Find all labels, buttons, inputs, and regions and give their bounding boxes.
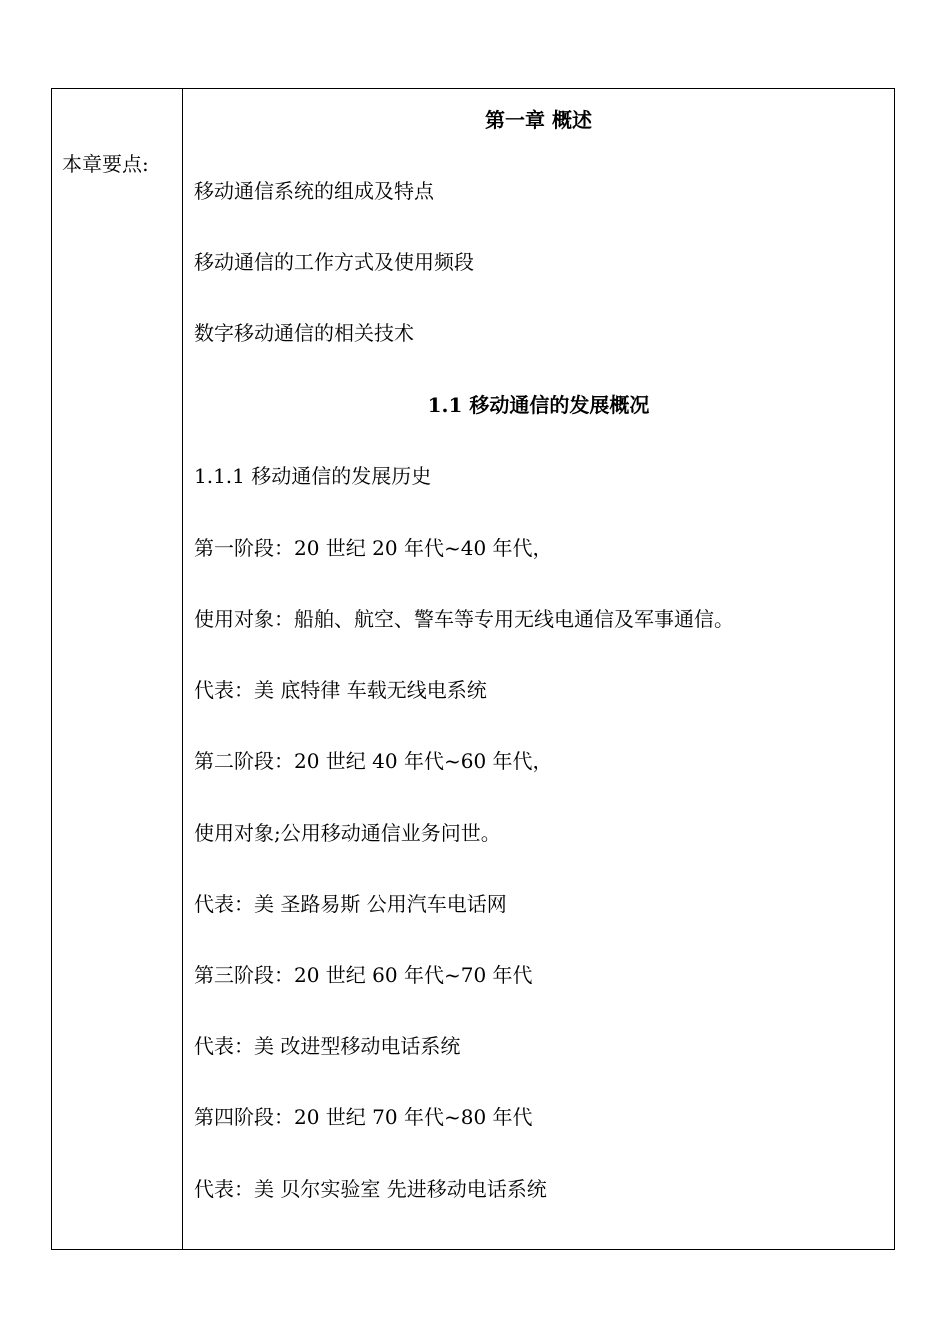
key-point-2: 移动通信的工作方式及使用频段 (194, 250, 474, 274)
chapter-title: 第一章 概述 (485, 108, 592, 132)
key-points-label: 本章要点: (62, 152, 149, 176)
key-point-1: 移动通信系统的组成及特点 (194, 179, 434, 203)
history-line-8: 代表：美 改进型移动电话系统 (194, 1034, 461, 1058)
history-line-5: 使用对象;公用移动通信业务问世。 (194, 821, 501, 845)
key-point-3: 数字移动通信的相关技术 (194, 321, 414, 345)
history-line-10: 代表：美 贝尔实验室 先进移动电话系统 (194, 1177, 547, 1201)
subsection-title: 1.1.1 移动通信的发展历史 (194, 464, 432, 488)
right-column (183, 89, 894, 1249)
history-line-9: 第四阶段：20 世纪 70 年代~80 年代 (194, 1105, 533, 1129)
history-line-3: 代表：美 底特律 车载无线电系统 (194, 678, 487, 702)
history-line-1: 第一阶段：20 世纪 20 年代~40 年代， (194, 536, 553, 560)
left-column (52, 89, 183, 1249)
history-line-7: 第三阶段：20 世纪 60 年代~70 年代 (194, 963, 533, 987)
history-line-4: 第二阶段：20 世纪 40 年代~60 年代， (194, 749, 553, 773)
history-line-2: 使用对象：船舶、航空、警车等专用无线电通信及军事通信。 (194, 607, 734, 631)
section-title: 1.1 移动通信的发展概况 (427, 393, 650, 417)
content-table (51, 88, 895, 1250)
history-line-6: 代表：美 圣路易斯 公用汽车电话网 (194, 892, 507, 916)
